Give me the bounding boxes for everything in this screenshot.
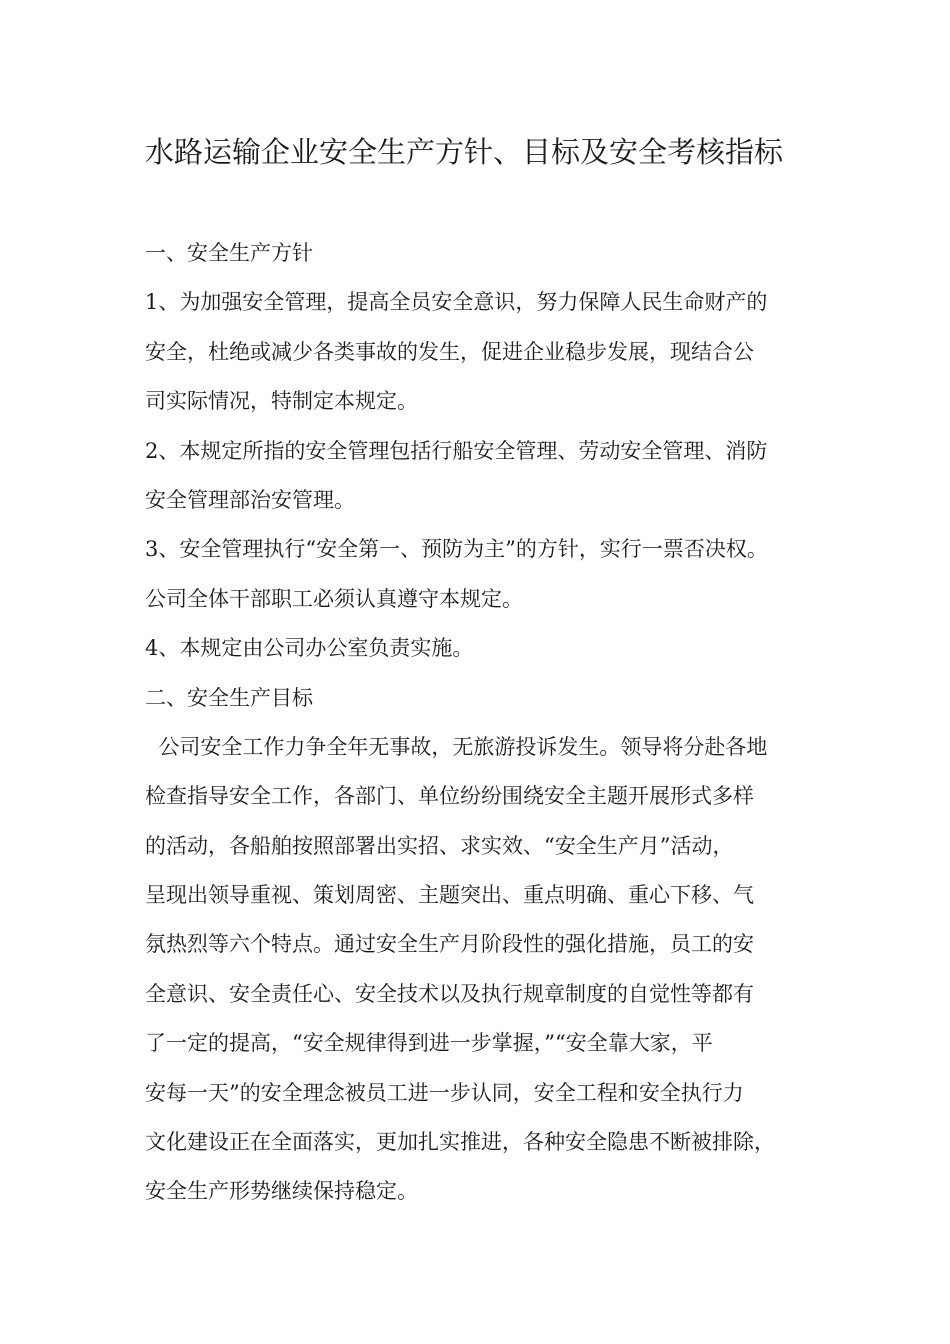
paragraph-line: 2、本规定所指的安全管理包括行船安全管理、劳动安全管理、消防 [145,438,768,463]
paragraph-line: 公司安全工作力争全年无事故，无旅游投诉发生。领导将分赴各地 [145,734,768,759]
paragraph-line: 氛热烈等六个特点。通过安全生产月阶段性的强化措施，员工的安 [145,932,754,957]
paragraph-line: 检查指导安全工作，各部门、单位纷纷围绕安全主题开展形式多样 [145,784,754,809]
paragraph-line: 了一定的提高，“安全规律得到进一步掌握，”“安全靠大家，平 [145,1031,713,1056]
paragraph-line: 1、为加强安全管理，提高全员安全意识，努力保障人民生命财产的 [145,290,768,315]
paragraph-line: 司实际情况，特制定本规定。 [145,389,418,414]
paragraph-line: 4、本规定由公司办公室负责实施。 [145,636,474,661]
paragraph-line: 安全，杜绝或减少各类事故的发生，促进企业稳步发展，现结合公 [145,339,754,364]
paragraph-line: 安全管理部治安管理。 [145,487,355,512]
paragraph-line: 呈现出领导重视、策划周密、主题突出、重点明确、重心下移、气 [145,883,754,908]
paragraph-line: 文化建设正在全面落实，更加扎实推进，各种安全隐患不断被排除， [145,1130,775,1155]
paragraph-line: 公司全体干部职工必须认真遵守本规定。 [145,586,523,611]
document-body [145,229,835,1217]
section-heading-policy: 一、安全生产方针 [145,241,313,265]
paragraph-line: 3、安全管理执行“安全第一、预防为主”的方针，实行一票否决权。 [145,537,768,562]
paragraph-line: 的活动，各船舶按照部署出实招、求实效、“安全生产月”活动， [145,833,734,858]
paragraph-line: 安每一天”的安全理念被员工进一步认同，安全工程和安全执行力 [145,1080,744,1105]
section-heading-goals: 二、安全生产目标 [145,685,313,710]
document-title: 水路运输企业安全生产方针、目标及安全考核指标 [145,135,784,169]
paragraph-line: 安全生产形势继续保持稳定。 [145,1179,418,1204]
paragraph-line: 全意识、安全责任心、安全技术以及执行规章制度的自觉性等都有 [145,981,754,1006]
